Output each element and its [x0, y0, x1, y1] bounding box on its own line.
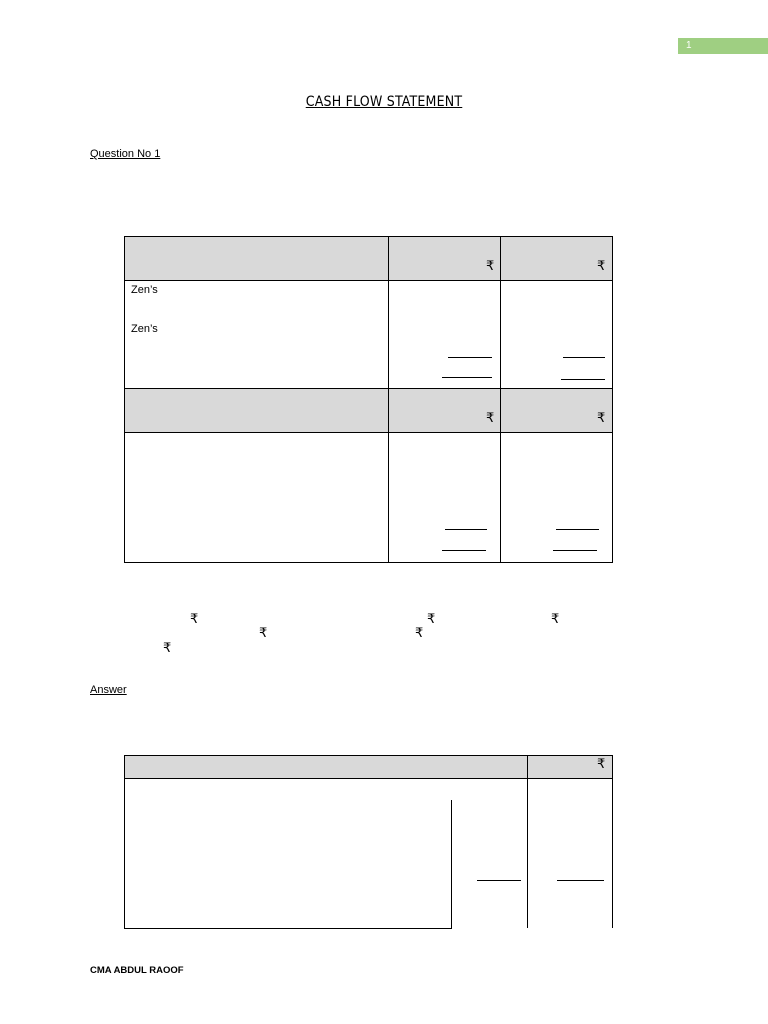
row-divider: [124, 432, 613, 433]
row-divider: [124, 388, 613, 389]
subtotal-line: [477, 880, 521, 881]
table-right-border: [612, 755, 613, 928]
table-header-row: [124, 755, 612, 778]
column-divider: [451, 800, 452, 929]
row-divider: [124, 280, 613, 281]
subtotal-line: [563, 357, 605, 358]
page-number-badge: 1: [678, 38, 768, 54]
table-left-border: [124, 755, 125, 929]
currency-symbol: ₹: [486, 258, 495, 273]
column-divider: [500, 236, 501, 563]
subtotal-line: [556, 529, 599, 530]
table-top-border: [124, 755, 613, 756]
answer-heading: Answer: [90, 684, 127, 696]
currency-symbol: ₹: [427, 611, 436, 626]
column-divider: [388, 236, 389, 563]
row-label: Zen’s: [131, 284, 158, 296]
column-divider: [527, 755, 528, 928]
currency-symbol: ₹: [597, 410, 606, 425]
currency-symbol: ₹: [190, 611, 199, 626]
subtotal-line: [557, 880, 604, 881]
question-heading: Question No 1: [90, 148, 161, 160]
total-line: [553, 550, 597, 551]
row-label: Zen’s: [131, 323, 158, 335]
row-divider: [124, 778, 613, 779]
page-title: CASH FLOW STATEMENT: [305, 94, 463, 110]
currency-symbol: ₹: [597, 258, 606, 273]
footer-author: CMA ABDUL RAOOF: [90, 965, 184, 976]
currency-symbol: ₹: [163, 640, 172, 655]
subtotal-line: [448, 357, 492, 358]
currency-symbol: ₹: [486, 410, 495, 425]
currency-symbol: ₹: [551, 611, 560, 626]
total-line: [442, 550, 486, 551]
currency-symbol: ₹: [597, 756, 606, 771]
table-bottom-border: [124, 928, 452, 929]
subtotal-line: [445, 529, 487, 530]
currency-symbol: ₹: [415, 625, 424, 640]
total-line: [442, 377, 492, 378]
table-border: [124, 236, 613, 563]
total-line: [561, 379, 605, 380]
currency-symbol: ₹: [259, 625, 268, 640]
